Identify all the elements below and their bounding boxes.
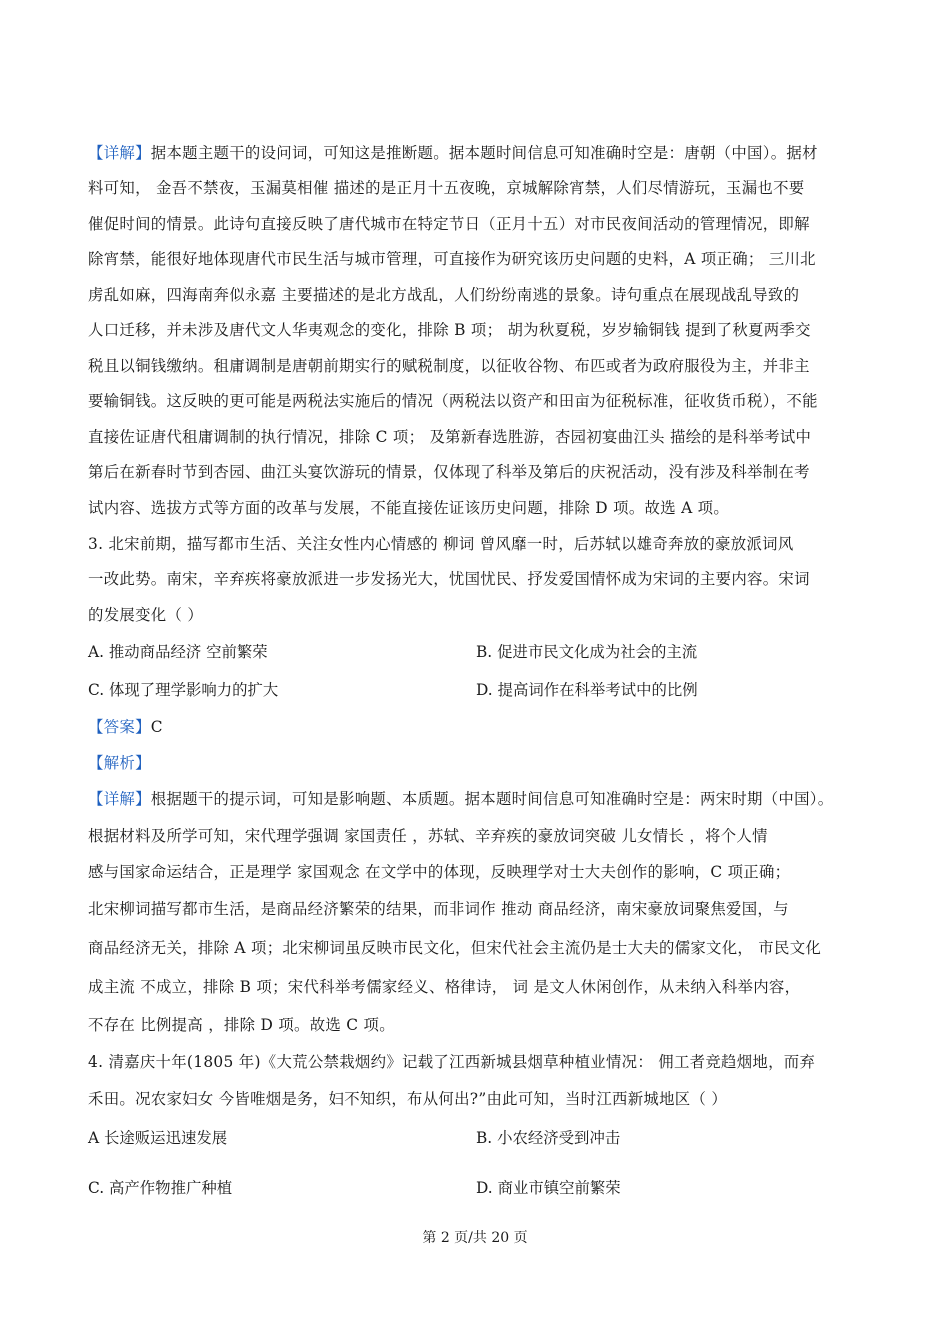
q3-option-d: D. 提高词作在科举考试中的比例 <box>476 681 698 699</box>
q4-option-a: A 长途贩运迅速发展 <box>88 1129 228 1147</box>
q3-detail-line-5: 商品经济无关，排除 A 项；北宋柳词虽反映市民文化，但宋代社会主流仍是士大夫的儒家文化， 市民文化 <box>88 939 822 957</box>
q3-detail-line-2: 根据材料及所学可知，宋代理学强调 家国责任 ，苏轼、辛弃疾的豪放词突破 儿女情长 ，将个人情 <box>88 827 768 845</box>
q3-analysis <box>88 751 151 773</box>
q3-option-a: A. 推动商品经济 空前繁荣 <box>88 643 268 661</box>
q2-detail-line-9: 直接佐证唐代租庸调制的执行情况，排除 C 项； 及第新春选胜游，杏园初宴曲江头 描绘的是科举考试中 <box>88 428 812 446</box>
q4-option-d: D. 商业市镇空前繁荣 <box>476 1179 621 1197</box>
q3-detail-line-7: 不存在 比例提高 ，排除 D 项。故选 C 项。 <box>88 1016 395 1034</box>
q2-detail-line-8: 要输铜钱。这反映的更可能是两税法实施后的情况（两税法以资产和田亩为征税标准，征收货币税），不能 <box>88 392 818 410</box>
q3-stem-line-2: 一改此势。南宋，辛弃疾将豪放派进一步发扬光大，忧国忧民、抒发爱国情怀成为宋词的主要内容。宋词 <box>88 570 810 588</box>
q3-detail-line-6: 成主流 不成立，排除 B 项；宋代科举考儒家经义、格律诗， 词 是文人休闲创作，从未纳入科举内容， <box>88 978 801 996</box>
detail-tag: 【详解】 <box>88 144 151 162</box>
q2-detail-line-6: 人口迁移，并未涉及唐代文人华夷观念的变化，排除 B 项； 胡为秋夏税，岁岁输铜钱 提到了秋夏两季交 <box>88 321 811 339</box>
q3-option-c: C. 体现了理学影响力的扩大 <box>88 681 279 699</box>
answer-tag: 【答案】 <box>88 718 151 736</box>
q3-stem-line-3: 的发展变化（ ） <box>88 606 204 624</box>
q4-stem-line-2: 禾田。况农家妇女 今皆唯烟是务，妇不知织，布从何出?”由此可知，当时江西新城地区（ ） <box>88 1090 728 1108</box>
q2-detail-line-1: 【详解】据本题主题干的设问词，可知这是推断题。据本题时间信息可知准确时空是：唐朝（中国）。据材 <box>88 144 818 162</box>
page-number-footer: 第 2 页/共 20 页 <box>422 1230 528 1246</box>
q3-answer <box>88 715 163 737</box>
q2-detail-line-5: 虏乱如麻，四海南奔似永嘉 主要描述的是北方战乱，人们纷纷南逃的景象。诗句重点在展现战乱导致的 <box>88 286 800 304</box>
q2-detail-line-2: 料可知， 金吾不禁夜，玉漏莫相催 描述的是正月十五夜晚，京城解除宵禁，人们尽情游玩，玉漏也不要 <box>88 179 805 197</box>
answer-value: C <box>150 718 163 736</box>
q4-option-c: C. 高产作物推广种植 <box>88 1179 233 1197</box>
q2-detail-line-11: 试内容、选拔方式等方面的改革与发展，不能直接佐证该历史问题，排除 D 项。故选 A 项。 <box>88 499 730 517</box>
detail-tag: 【详解】 <box>88 790 151 808</box>
q2-detail-line-7: 税且以铜钱缴纳。租庸调制是唐朝前期实行的赋税制度，以征收谷物、布匹或者为政府服役为主，并非主 <box>88 357 810 375</box>
q3-option-b: B. 促进市民文化成为社会的主流 <box>476 643 698 661</box>
q2-detail-line-10: 第后在新春时节到杏园、曲江头宴饮游玩的情景，仅体现了科举及第后的庆祝活动，没有涉及科举制在考 <box>88 463 810 481</box>
q2-detail-line-3: 催促时间的情景。此诗句直接反映了唐代城市在特定节日（正月十五）对市民夜间活动的管理情况，即解 <box>88 215 810 233</box>
q3-detail-line-3: 感与国家命运结合，正是理学 家国观念 在文学中的体现，反映理学对士大夫创作的影响，C 项正确； <box>88 863 791 881</box>
q3-stem-line-1: 3. 北宋前期，描写都市生活、关注女性内心情感的 柳词 曾风靡一时，后苏轼以雄奇奔放的豪放派词风 <box>88 535 794 553</box>
q3-detail-line-1: 【详解】根据题干的提示词，可知是影响题、本质题。据本题时间信息可知准确时空是：两宋时期（中国）。 <box>88 790 834 808</box>
q2-detail-line-4: 除宵禁，能很好地体现唐代市民生活与城市管理，可直接作为研究该历史问题的史料，A 项正确； 三川北 <box>88 250 816 268</box>
analysis-tag: 【解析】 <box>88 754 151 772</box>
q3-detail-line-4: 北宋柳词描写都市生活，是商品经济繁荣的结果，而非词作 推动 商品经济，南宋豪放词聚焦爱国，与 <box>88 900 789 918</box>
q4-option-b: B. 小农经济受到冲击 <box>476 1129 621 1147</box>
q4-stem-line-1: 4. 清嘉庆十年(1805 年)《大荒公禁栽烟约》记载了江西新城县烟草种植业情况： 佣工者竞趋烟地，而弃 <box>88 1053 816 1071</box>
